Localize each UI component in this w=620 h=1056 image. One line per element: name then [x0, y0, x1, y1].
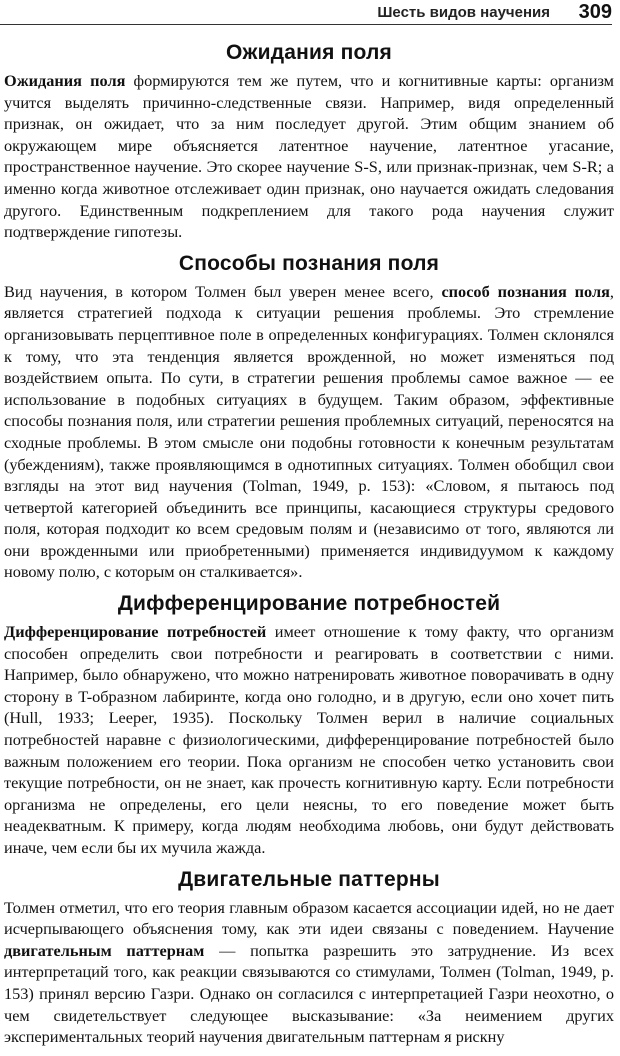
- section-field-expectancies: [4, 40, 614, 243]
- section-heading: Способы познания поля: [178, 251, 440, 275]
- section-paragraph: [4, 621, 614, 859]
- page-number: 309: [578, 1, 612, 23]
- header-rule: [0, 24, 612, 25]
- section-heading: Дифференцирование потребностей: [117, 592, 501, 616]
- bold-term: Дифференцирование потребностей: [4, 622, 267, 642]
- bold-term: Ожидания поля: [4, 71, 126, 90]
- bold-term: способ познания поля: [441, 281, 610, 301]
- chapter-title: Шесть видов научения: [377, 4, 550, 21]
- paragraph-text-before: Вид научения, в котором Толмен был уверен менее всего,: [4, 281, 442, 301]
- paragraph-text-after: формируются тем же путем, что и когнитивные карты: организм учится выделять причинно-следственные связи. Например, видя определенный признак, он ожидает, что за ним последует другой. Этим общим знанием об окружающем мире объясняется латентное научение, латентное угасание, пространственное научение. Это скорее научение S-S, или признак-признак, чем S-R; а именно когда животное отслеживает один признак, оно научается ожидать следования другого. Единственным подкреплением для такого рода научения служит подтверждение гипотезы.: [4, 71, 614, 242]
- bold-term: двигательным паттернам: [4, 940, 205, 960]
- paragraph-text-after: — попытка разрешить это затруднение. Из всех интерпретаций того, как реакции связываются со стимулами, Толмен (Tolman, 1949, p. 153) принял версию Газри. Однако он согласился с интерпретацией Газри неохотно, о чем свидетельствует следующее высказывание: «За неимением других экспериментальных теорий научения двигательным паттернам я рискну: [4, 940, 614, 1047]
- section-heading: Ожидания поля: [225, 41, 392, 64]
- section-field-cognition-modes: [4, 251, 614, 583]
- paragraph-text-before: Толмен отметил, что его теория главным образом касается ассоциации идей, но не дает исчерпывающего объяснения тому, как эти идеи связаны с поведением. Научение: [4, 897, 614, 939]
- section-heading: Двигательные паттерны: [178, 867, 440, 891]
- paragraph-text-after: , является стратегией подхода к ситуации решения проблемы. Это стремление организовывать перцептивное поле в определенных конфигурациях. Толмен склонялся к тому, что эта тенденция является врожденной, но может изменяться под воздействием опыта. По сути, в стратегии решения проблемы самое важное — ее использование в подобных ситуациях в будущем. Таким образом, эффективные способы познания поля, или стратегии решения проблемных ситуаций, переносятся на сходные проблемы. В этом смысле они подобны готовности к конечным результатам (убеждениям), также проявляющимся в однотипных ситуациях. Толмен обобщил свои взгляды на этот вид научения (Tolman, 1949, p. 153): «Словом, я пытаюсь под четвертой категорией объединить все принципы, касающиеся структуры средового поля, которая подходит ко всем средовым полям и (независимо от того, являются ли они врожденными или приобретенными) применяется индивидуумом к каждому новому полю, с которым он сталкивается».: [4, 281, 614, 582]
- page-body: [4, 40, 614, 1056]
- section-drive-discriminations: [4, 591, 614, 859]
- section-paragraph: [4, 897, 614, 1048]
- section-motor-patterns: [4, 867, 614, 1048]
- running-header: [0, 0, 620, 26]
- section-paragraph: [4, 70, 614, 243]
- section-paragraph: [4, 281, 614, 583]
- paragraph-text-after: имеет отношение к тому факту, что организм способен определить свои потребности и реагировать в соответствии с ними. Например, было обнаружено, что можно натренировать животное поворачивать в одну сторону в T-образном лабиринте, когда оно голодно, и в другую, если оно хочет пить (Hull, 1933; Leeper, 1935). Поскольку Толмен верил в наличие социальных потребностей наравне с физиологическими, дифференцирование потребностей было важным положением его теории. Пока организм не способен четко установить свои текущие потребности, он не знает, как прочесть когнитивную карту. Если потребности организма не определены, его цели неясны, то его поведение может быть неадекватным. К примеру, когда людям необходима любовь, они будут действовать иначе, чем если бы их мучила жажда.: [4, 622, 614, 857]
